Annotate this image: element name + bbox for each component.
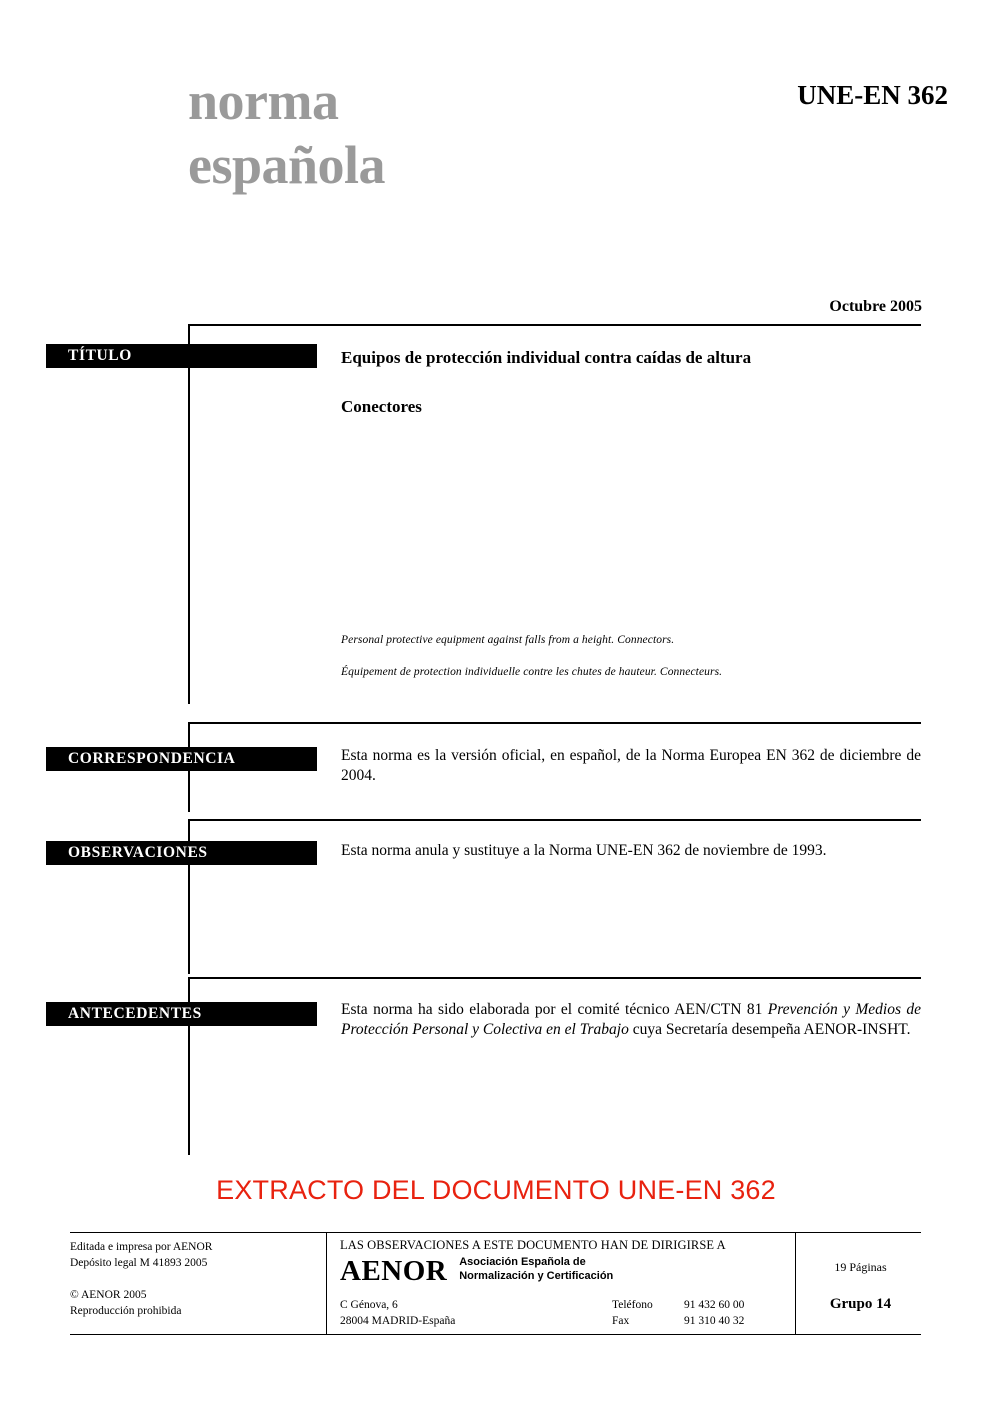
footer-copyright-line1: © AENOR 2005 <box>70 1289 147 1302</box>
standard-code: UNE-EN 362 <box>797 80 948 110</box>
section-body-correspondencia: Esta norma es la versión oficial, en español, de la Norma Europea EN 362 de diciembre de 2004. <box>341 747 921 784</box>
footer-address <box>340 1298 455 1329</box>
footer-fax-number: 91 310 40 32 <box>684 1314 745 1327</box>
extract-banner: EXTRACTO DEL DOCUMENTO UNE-EN 362 <box>216 1175 776 1205</box>
footer-edited-line1: Editada e impresa por AENOR <box>70 1241 213 1253</box>
footer-page-count: 19 Páginas <box>834 1260 887 1274</box>
aenor-subtitle-line1: Asociación Española de <box>459 1256 586 1268</box>
footer-address-line1: C Génova, 6 <box>340 1299 398 1311</box>
antecedentes-text-part1: Esta norma ha sido elaborada por el comité técnico AEN/CTN 81 <box>341 1001 768 1018</box>
masthead-title-line1: norma <box>188 71 339 131</box>
footer-phone-numbers <box>684 1298 744 1329</box>
footer-publisher-block <box>70 1240 320 1319</box>
footer-copyright-line2: Reproducción prohibida <box>70 1304 182 1317</box>
footer-phone-label: Teléfono <box>612 1299 653 1311</box>
footer-divider-left <box>326 1232 327 1334</box>
section-tag-antecedentes: ANTECEDENTES <box>46 1002 317 1026</box>
section-tag-observaciones: OBSERVACIONES <box>46 841 317 865</box>
rule-correspondencia-top <box>188 722 921 724</box>
section-tag-correspondencia: CORRESPONDENCIA <box>46 747 317 771</box>
footer-group: Grupo 14 <box>829 1296 892 1312</box>
section-body-antecedentes <box>341 1000 921 1040</box>
footer-edited-line2: Depósito legal M 41893 2005 <box>70 1256 208 1269</box>
rule-antecedentes-top <box>188 977 921 979</box>
rule-top <box>188 324 921 326</box>
alt-title-english: Personal protective equipment against falls from a height. Connectors. <box>341 634 675 646</box>
aenor-logo-subtitle <box>459 1255 613 1284</box>
footer-address-line2: 28004 MADRID-España <box>340 1314 456 1327</box>
masthead <box>188 70 948 197</box>
footer-phone-number: 91 432 60 00 <box>684 1299 745 1311</box>
section-body-observaciones: Esta norma anula y sustituye a la Norma UNE-EN 362 de noviembre de 1993. <box>341 842 827 859</box>
footer-phone-labels <box>612 1298 653 1329</box>
footer-logo-row <box>340 1255 790 1286</box>
footer-divider-right <box>795 1232 796 1334</box>
footer-observations-heading: LAS OBSERVACIONES A ESTE DOCUMENTO HAN DE DIRIGIRSE A <box>340 1238 726 1252</box>
aenor-subtitle-line2: Normalización y Certificación <box>459 1270 614 1283</box>
antecedentes-text-italic: Prevención y Medios de Protección Personal y Colectiva en el Trabajo <box>341 1001 922 1038</box>
rule-observaciones-top <box>188 819 921 821</box>
footer-pages-block <box>800 1260 921 1313</box>
alt-title-french: Équipement de protection individuelle contre les chutes de hauteur. Connecteurs. <box>341 666 723 678</box>
section-body-titulo-line1: Equipos de protección individual contra caídas de altura <box>341 348 752 367</box>
footer-rule-bottom <box>70 1334 921 1335</box>
antecedentes-text-part2: cuya Secretaría desempeña AENOR-INSHT. <box>628 1020 911 1038</box>
footer-contact-block <box>340 1238 790 1286</box>
section-tag-titulo: TÍTULO <box>46 344 317 368</box>
vrule-titulo <box>188 324 190 704</box>
footer-fax-label: Fax <box>612 1314 630 1327</box>
masthead-title-line2: española <box>188 134 386 195</box>
aenor-logo: AENOR <box>340 1254 448 1287</box>
section-body-titulo-line2: Conectores <box>341 397 422 416</box>
publication-date: Octubre 2005 <box>829 298 922 315</box>
footer-rule-top <box>70 1232 921 1233</box>
